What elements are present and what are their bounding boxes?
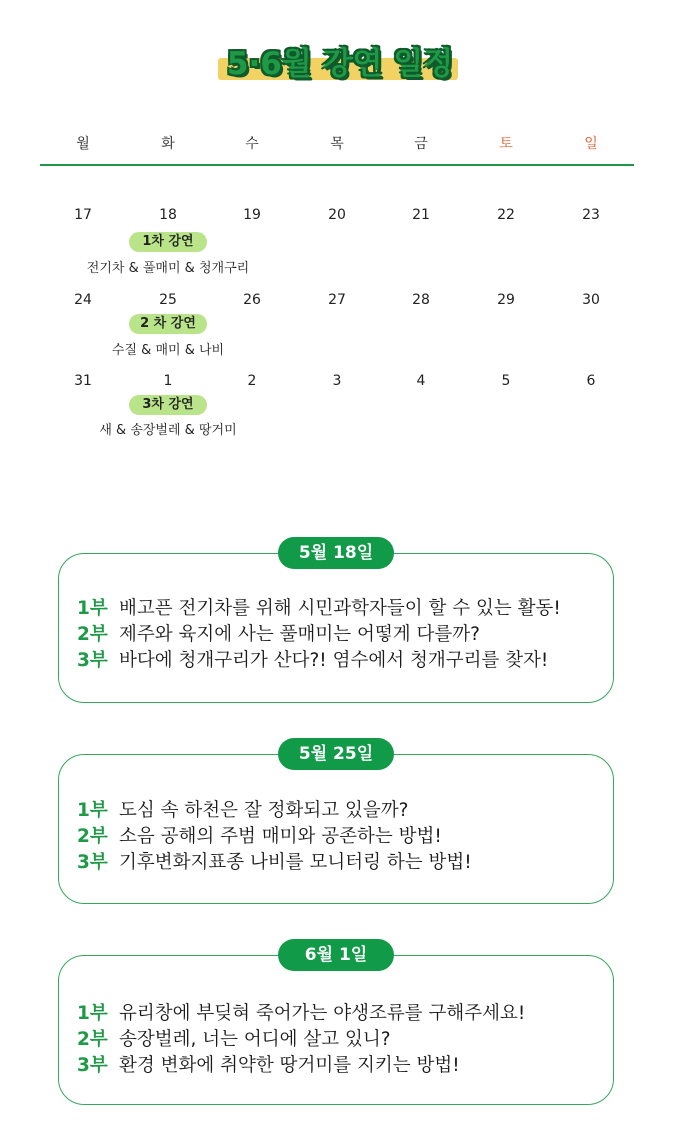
part-title: 송장벌레, 너는 어디에 살고 있니? <box>119 1029 391 1050</box>
calendar-day: 6 <box>586 373 596 389</box>
schedule-part-row <box>77 798 603 824</box>
calendar-divider <box>40 164 634 166</box>
schedule-part-row <box>77 1053 603 1079</box>
calendar-day: 22 <box>497 207 515 223</box>
part-label: 1부 <box>77 800 108 821</box>
weekday-header <box>40 133 634 155</box>
calendar-day: 5 <box>501 373 511 389</box>
lecture-topics: 수질 & 매미 & 나비 <box>111 343 225 358</box>
weekday-fri: 금 <box>414 136 428 152</box>
schedule-date-pill: 5월 25일 <box>278 738 394 770</box>
calendar-day: 31 <box>74 373 92 389</box>
schedule-part-row <box>77 1001 603 1027</box>
schedule-part-row <box>77 648 603 674</box>
schedule-parts <box>77 798 603 876</box>
part-label: 2부 <box>77 624 108 645</box>
schedule-card-jun-1 <box>58 945 614 1105</box>
schedule-part-row <box>77 850 603 876</box>
part-title: 소음 공해의 주범 매미와 공존하는 방법! <box>119 826 442 847</box>
calendar-day: 1 <box>163 373 173 389</box>
calendar-day: 17 <box>74 207 92 223</box>
schedule-card-may-18 <box>58 543 614 703</box>
schedule-part-row <box>77 1027 603 1053</box>
calendar-day: 20 <box>328 207 346 223</box>
lecture-badge: 1차 강연 <box>129 232 207 252</box>
weekday-wed: 수 <box>245 136 259 152</box>
calendar-day: 28 <box>412 292 430 308</box>
calendar-day: 29 <box>497 292 515 308</box>
calendar-day: 3 <box>332 373 342 389</box>
weekday-sat: 토 <box>499 136 513 152</box>
calendar-day: 4 <box>416 373 426 389</box>
part-title: 기후변화지표종 나비를 모니터링 하는 방법! <box>119 852 472 873</box>
title-area <box>0 38 680 83</box>
weekday-thu: 목 <box>330 136 344 152</box>
part-title: 제주와 육지에 사는 풀매미는 어떻게 다를까? <box>119 624 480 645</box>
part-title: 배고픈 전기차를 위해 시민과학자들이 할 수 있는 활동! <box>119 598 561 619</box>
calendar-day: 24 <box>74 292 92 308</box>
calendar-day: 19 <box>243 207 261 223</box>
part-title: 바다에 청개구리가 산다?! 염수에서 청개구리를 찾자! <box>119 650 549 671</box>
lecture-topics: 새 & 송장벌레 & 땅거미 <box>99 423 237 438</box>
calendar-day: 25 <box>159 292 177 308</box>
calendar-day: 30 <box>582 292 600 308</box>
part-title: 유리창에 부딪혀 죽어가는 야생조류를 구해주세요! <box>119 1003 526 1024</box>
schedule-date-pill: 6월 1일 <box>278 939 394 971</box>
part-label: 2부 <box>77 826 108 847</box>
part-title: 환경 변화에 취약한 땅거미를 지키는 방법! <box>119 1055 460 1076</box>
calendar-day: 21 <box>412 207 430 223</box>
part-label: 1부 <box>77 598 108 619</box>
schedule-parts <box>77 1001 603 1079</box>
calendar-day: 2 <box>247 373 257 389</box>
calendar-day: 27 <box>328 292 346 308</box>
part-title: 도심 속 하천은 잘 정화되고 있을까? <box>119 800 409 821</box>
lecture-topics: 전기차 & 풀매미 & 청개구리 <box>86 261 250 276</box>
weekday-sun: 일 <box>584 136 598 152</box>
schedule-part-row <box>77 596 603 622</box>
part-label: 3부 <box>77 650 108 671</box>
weekday-mon: 월 <box>76 136 90 152</box>
schedule-card-may-25 <box>58 744 614 904</box>
part-label: 1부 <box>77 1003 108 1024</box>
calendar-day: 23 <box>582 207 600 223</box>
weekday-tue: 화 <box>161 136 175 152</box>
calendar-day: 26 <box>243 292 261 308</box>
part-label: 3부 <box>77 1055 108 1076</box>
schedule-date-pill: 5월 18일 <box>278 537 394 569</box>
part-label: 2부 <box>77 1029 108 1050</box>
lecture-badge: 2 차 강연 <box>129 314 207 334</box>
schedule-parts <box>77 596 603 674</box>
schedule-part-row <box>77 824 603 850</box>
page-title: 5·6월 강연 일정 <box>226 46 454 82</box>
schedule-part-row <box>77 622 603 648</box>
calendar-day: 18 <box>159 207 177 223</box>
part-label: 3부 <box>77 852 108 873</box>
lecture-badge: 3차 강연 <box>129 395 207 415</box>
